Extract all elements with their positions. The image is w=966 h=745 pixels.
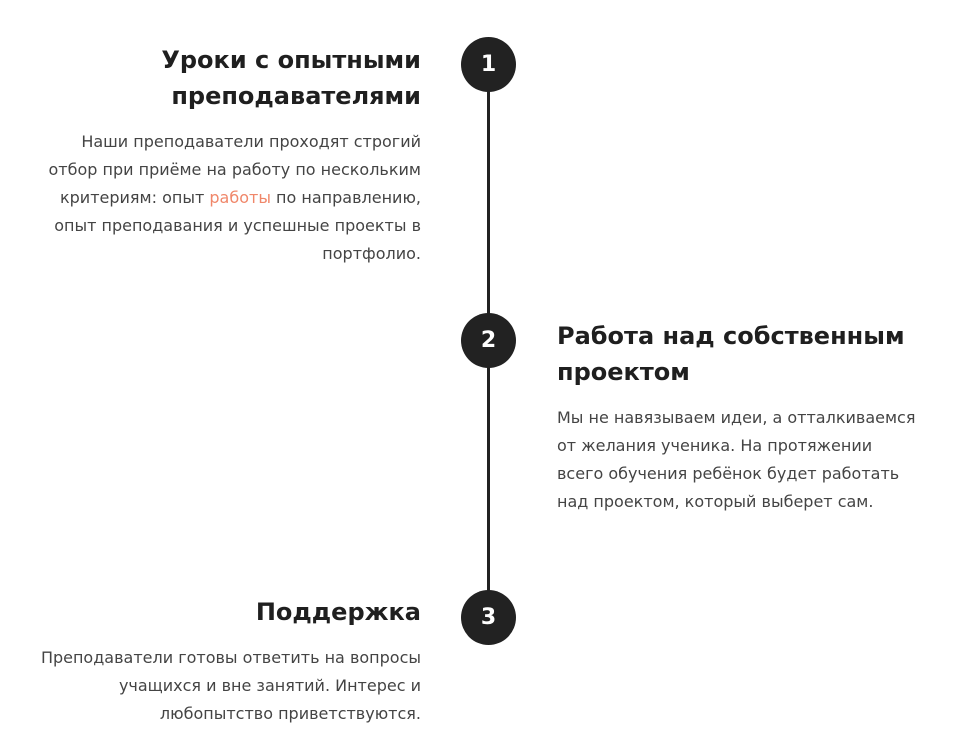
step-text-1	[41, 128, 421, 268]
step-block-2	[557, 318, 937, 516]
step-text-1-accent: работы	[209, 188, 271, 207]
step-title-2: Работа над собственным проектом	[557, 322, 905, 386]
step-title-1: Уроки с опытными преподавателями	[161, 46, 421, 110]
step-text-3: Преподаватели готовы ответить на вопросы учащихся и вне занятий. Интерес и любопытство приветствуются.	[40, 648, 421, 723]
step-title-3: Поддержка	[255, 598, 421, 626]
step-block-3	[21, 594, 421, 728]
step-number-1: 1	[461, 37, 516, 92]
step-number-2: 2	[461, 313, 516, 368]
step-text-1-part-1: Наши преподаватели проходят строгий отбор при приёме на работу по нескольким критериям: опыт	[48, 132, 421, 207]
step-number-3: 3	[461, 590, 516, 645]
step-text-1-part-2: по направлению, опыт преподавания и успешные проекты в портфолио.	[54, 188, 421, 263]
step-text-2: Мы не навязываем идеи, а отталкиваемся от желания ученика. На протяжении всего обучения ребёнок будет работать над проектом, который выберет сам.	[557, 408, 916, 511]
step-block-1	[21, 42, 421, 268]
